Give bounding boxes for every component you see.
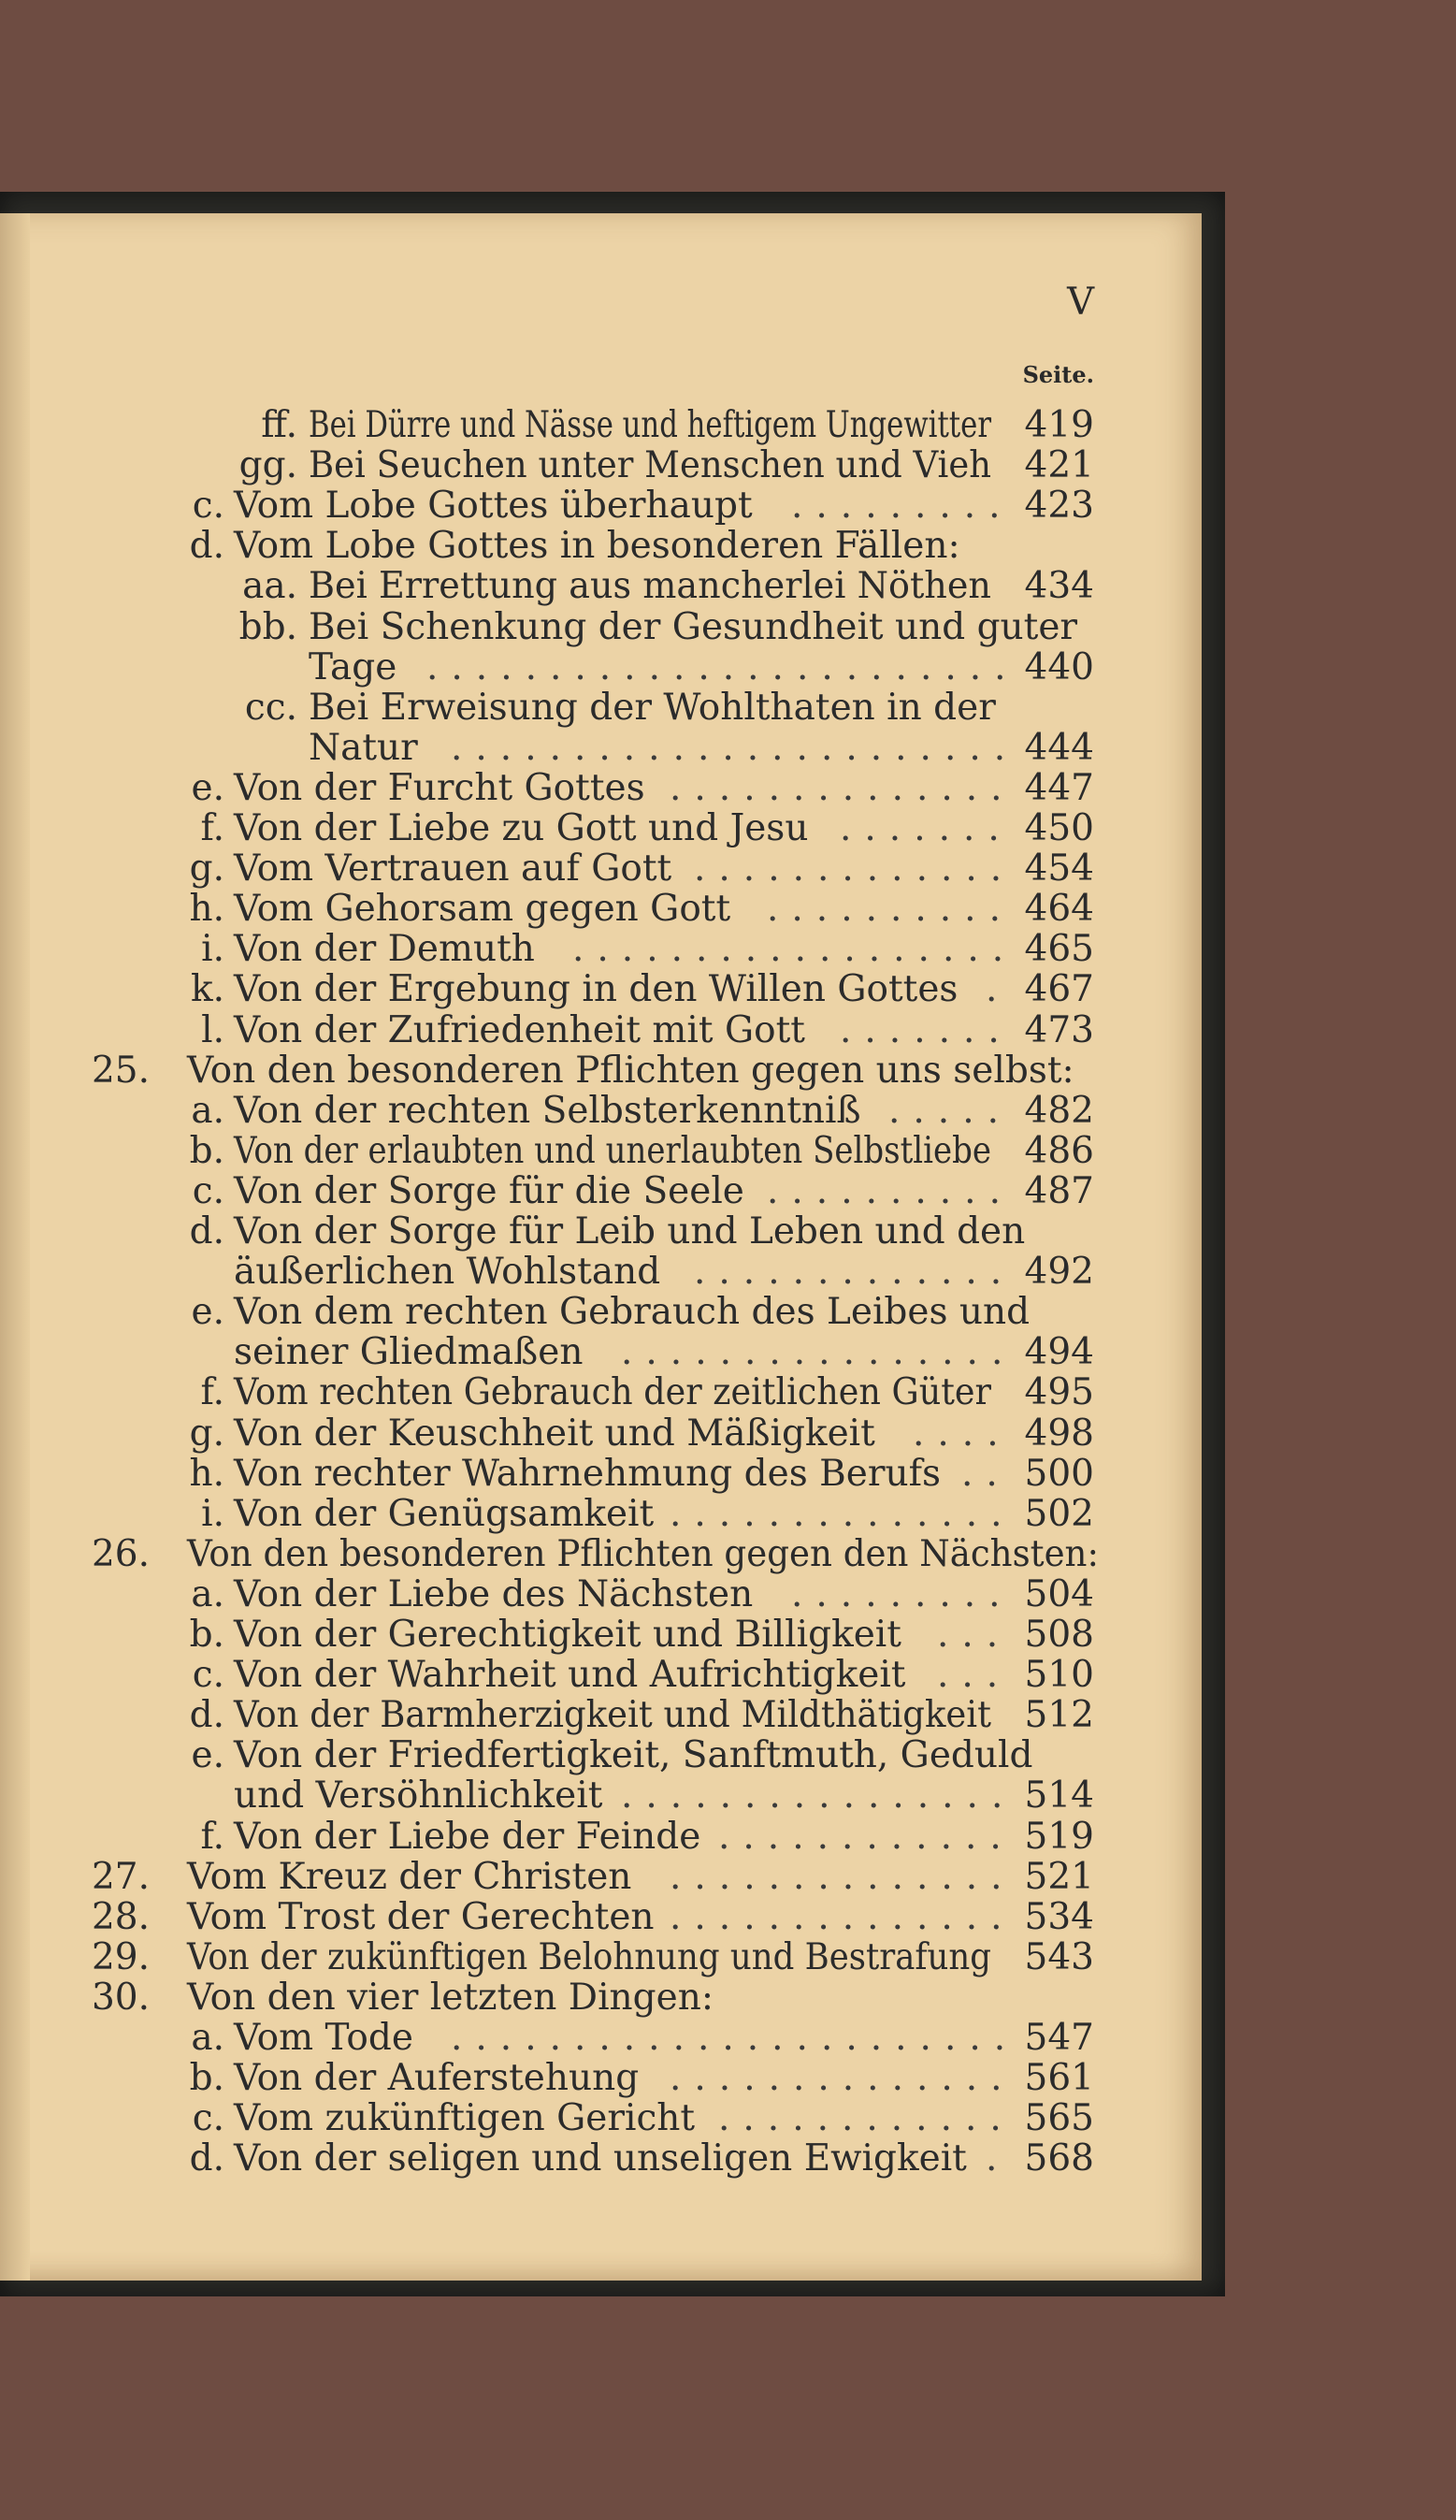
toc-entry-title: und Versöhnlichkeit <box>234 1774 603 1818</box>
toc-leader-dots: .. <box>961 1452 1011 1495</box>
toc-entry-page: 568 <box>1024 2137 1094 2180</box>
toc-leader-dots: .............. <box>670 766 1016 809</box>
page-column-label: Seite. <box>1022 361 1094 388</box>
toc-entry-number: a. <box>191 1089 224 1132</box>
toc-entry-page: 561 <box>1024 2057 1094 2100</box>
toc-entry-title: Von der Sorge für Leib und Leben und den <box>234 1210 1026 1253</box>
toc-leader-dots: ........................ <box>426 645 1019 688</box>
toc-entry-number: aa. <box>242 565 297 608</box>
toc-entry-title: Von der Gerechtigkeit und Billigkeit <box>234 1614 901 1656</box>
toc-entry-page: 450 <box>1024 807 1094 849</box>
toc-entry <box>0 1130 1122 1173</box>
toc-entry-number: b. <box>189 2057 224 2100</box>
toc-entry-page: 447 <box>1024 766 1094 809</box>
toc-entry <box>0 1371 1122 1414</box>
toc-leader-dots: .............. <box>670 1855 1016 1898</box>
toc-entry-number: d. <box>189 1694 224 1737</box>
toc-entry-page: 440 <box>1024 645 1094 688</box>
toc-entry-number: 25. <box>91 1049 150 1092</box>
toc-entry-number: f. <box>200 1815 224 1858</box>
toc-entry-title: Von rechter Wahrnehmung des Berufs <box>234 1452 942 1495</box>
toc-entry-page: 534 <box>1024 1895 1094 1938</box>
toc-leader-dots: . <box>986 968 1011 1011</box>
toc-entry-number: i. <box>201 928 224 971</box>
toc-entry <box>0 1493 1122 1536</box>
toc-entry-number: 28. <box>91 1895 150 1938</box>
toc-entry-title: äußerlichen Wohlstand <box>234 1251 661 1294</box>
toc-entry-title: Vom Lobe Gottes in besonderen Fällen: <box>234 525 960 568</box>
toc-entry-page: 423 <box>1024 485 1094 528</box>
toc-entry <box>0 2097 1122 2140</box>
toc-entry-page: 494 <box>1024 1331 1094 1374</box>
toc-entry-number: k. <box>190 968 224 1011</box>
toc-entry-title: Vom Lobe Gottes überhaupt <box>234 485 753 528</box>
toc-entry <box>0 2017 1122 2060</box>
toc-entry-page: 482 <box>1024 1089 1094 1132</box>
toc-entry-title: Natur <box>309 726 418 769</box>
toc-entry <box>0 485 1122 528</box>
toc-entry <box>0 1009 1122 1052</box>
toc-entry-title: Bei Dürre und Nässe und heftigem Ungewitter <box>309 404 991 446</box>
toc-entry-number: gg. <box>238 444 297 487</box>
toc-entry-page: 464 <box>1024 888 1094 931</box>
toc-entry <box>0 968 1122 1011</box>
toc-entry-number: h. <box>189 888 224 931</box>
toc-entry-title: Von der Ergebung in den Willen Gottes <box>234 968 959 1011</box>
toc-entry-number: h. <box>189 1452 224 1495</box>
toc-entry-page: 543 <box>1024 1935 1094 1978</box>
toc-entry-title: Von dem rechten Gebrauch des Leibes und <box>234 1291 1031 1334</box>
toc-entry-title: Vom rechten Gebrauch der zeitlichen Güter <box>234 1371 991 1414</box>
toc-entry-page: 504 <box>1024 1572 1094 1615</box>
toc-leader-dots: ............. <box>694 1251 1016 1294</box>
toc-leader-dots: ... <box>937 1654 1012 1697</box>
toc-entry-title: Von der Keuschheit und Mäßigkeit <box>234 1412 875 1455</box>
toc-entry-number: bb. <box>238 605 297 648</box>
toc-entry-number: a. <box>191 1572 224 1615</box>
toc-entry-page: 492 <box>1024 1251 1094 1294</box>
toc-entry <box>0 1210 1122 1253</box>
toc-entry-title: Vom zukünftigen Gericht <box>234 2097 696 2140</box>
toc-leader-dots: ....... <box>840 807 1013 849</box>
toc-entry <box>0 1090 1122 1133</box>
toc-entry <box>0 1694 1122 1737</box>
toc-entry-title: Von der Friedfertigkeit, Sanftmuth, Geduld <box>234 1734 1033 1777</box>
toc-entry <box>0 404 1122 447</box>
toc-entry-number: e. <box>191 766 224 809</box>
toc-entry <box>0 1251 1122 1294</box>
toc-leader-dots: .............. <box>670 1895 1016 1938</box>
toc-entry-number: c. <box>192 485 224 528</box>
toc-entry-number: c. <box>192 1654 224 1697</box>
toc-entry-page: 487 <box>1024 1169 1094 1212</box>
toc-entry-page: 434 <box>1024 565 1094 608</box>
page-number: V <box>1067 281 1094 324</box>
toc-leader-dots: ......... <box>791 485 1014 528</box>
toc-leader-dots: . <box>986 2137 1011 2180</box>
toc-entry-number: g. <box>189 1412 224 1455</box>
toc-entry <box>0 525 1122 568</box>
toc-entry-number: 29. <box>91 1935 150 1978</box>
toc-entry-title: Vom Tode <box>234 2017 413 2059</box>
toc-entry-page: 510 <box>1024 1654 1094 1697</box>
toc-entry <box>0 1936 1122 1979</box>
toc-entry-title: Vom Vertrauen auf Gott <box>234 847 672 891</box>
toc-entry-page: 565 <box>1024 2097 1094 2140</box>
toc-entry-title: Von der Barmherzigkeit und Mildthätigkeit <box>234 1694 991 1737</box>
toc-entry-page: 465 <box>1024 928 1094 971</box>
toc-entry-page: 498 <box>1024 1412 1094 1455</box>
toc-entry-title: Von der zukünftigen Belohnung und Bestrafung <box>187 1935 991 1978</box>
toc-entry-number: c. <box>192 1169 224 1212</box>
toc-entry-title: Bei Errettung aus mancherlei Nöthen <box>309 565 991 608</box>
toc-entry-title: Von den besonderen Pflichten gegen den Nächsten: <box>187 1532 1099 1575</box>
toc-entry-title: Von der Zufriedenheit mit Gott <box>234 1008 805 1051</box>
toc-entry-number: 30. <box>91 1976 150 2019</box>
toc-entry-page: 486 <box>1024 1129 1094 1172</box>
toc-entry <box>0 767 1122 810</box>
toc-entry-number: f. <box>200 1371 224 1414</box>
toc-leader-dots: ................ <box>621 1331 1016 1374</box>
toc-entry-number: b. <box>189 1129 224 1172</box>
toc-entry-page: 473 <box>1024 1008 1094 1051</box>
toc-entry-page: 547 <box>1024 2017 1094 2059</box>
toc-entry <box>0 1291 1122 1334</box>
toc-entry-title: Von der Liebe der Feinde <box>234 1815 701 1858</box>
toc-entry-number: d. <box>189 2137 224 2180</box>
toc-entry-title: Vom Kreuz der Christen <box>187 1855 632 1898</box>
toc-entry-title: Von der Liebe zu Gott und Jesu <box>234 807 809 849</box>
toc-entry-title: Von der Auferstehung <box>234 2057 640 2100</box>
toc-entry-page: 421 <box>1024 444 1094 487</box>
toc-entry-title: Vom Gehorsam gegen Gott <box>234 888 731 931</box>
toc-leader-dots: ..... <box>888 1089 1012 1132</box>
toc-entry-page: 495 <box>1024 1371 1094 1414</box>
toc-entry <box>0 1816 1122 1859</box>
toc-entry <box>0 847 1122 891</box>
toc-entry-page: 521 <box>1024 1855 1094 1898</box>
toc-entry-page: 512 <box>1024 1694 1094 1737</box>
toc-entry-page: 419 <box>1024 404 1094 446</box>
toc-entry-number: a. <box>191 2017 224 2059</box>
toc-entry-title: Von der Genügsamkeit <box>234 1492 655 1535</box>
toc-entry-title: Bei Schenkung der Gesundheit und guter <box>309 605 1078 648</box>
toc-entry-number: g. <box>189 847 224 891</box>
toc-entry <box>0 646 1122 689</box>
toc-leader-dots: .................. <box>572 928 1017 971</box>
toc-entry-number: b. <box>189 1614 224 1656</box>
toc-entry-page: 444 <box>1024 726 1094 769</box>
toc-entry <box>0 687 1122 730</box>
toc-entry <box>0 1050 1122 1093</box>
toc-entry-number: d. <box>189 1210 224 1253</box>
toc-entry-page: 467 <box>1024 968 1094 1011</box>
toc-leader-dots: .............. <box>670 1492 1016 1535</box>
toc-entry <box>0 2137 1122 2180</box>
toc-entry-page: 454 <box>1024 847 1094 891</box>
toc-entry-title: Von der erlaubten und unerlaubten Selbstliebe <box>234 1129 991 1172</box>
toc-entry-number: e. <box>191 1734 224 1777</box>
toc-leader-dots: ............. <box>694 847 1016 891</box>
toc-leader-dots: .......... <box>767 1169 1014 1212</box>
toc-entry-title: Von der Liebe des Nächsten <box>234 1572 754 1615</box>
toc-leader-dots: ....................... <box>451 2017 1019 2059</box>
toc-leader-dots: .... <box>913 1412 1012 1455</box>
toc-entry <box>0 1533 1122 1576</box>
toc-entry-page: 508 <box>1024 1614 1094 1656</box>
toc-entry <box>0 1654 1122 1697</box>
toc-entry-title: Von den vier letzten Dingen: <box>187 1976 714 2019</box>
toc-entry <box>0 1453 1122 1496</box>
toc-entry-number: 27. <box>91 1855 150 1898</box>
toc-entry-title: Tage <box>309 645 397 688</box>
toc-entry <box>0 807 1122 850</box>
toc-leader-dots: ....................... <box>451 726 1019 769</box>
toc-entry-page: 519 <box>1024 1815 1094 1858</box>
toc-leader-dots: ................ <box>621 1774 1016 1818</box>
toc-entry <box>0 2057 1122 2100</box>
toc-entry <box>0 1856 1122 1899</box>
toc-entry <box>0 444 1122 487</box>
toc-entry-title: Von der Furcht Gottes <box>234 766 645 809</box>
toc-entry-number: i. <box>201 1492 224 1535</box>
toc-entry-number: f. <box>200 807 224 849</box>
toc-entry-title: Bei Seuchen unter Menschen und Vieh <box>309 444 991 487</box>
toc-leader-dots: ............ <box>718 2097 1015 2140</box>
toc-leader-dots: ... <box>937 1614 1012 1656</box>
toc-entry-page: 514 <box>1024 1774 1094 1818</box>
toc-entry <box>0 727 1122 770</box>
toc-entry-number: e. <box>191 1291 224 1334</box>
toc-leader-dots: .......... <box>767 888 1014 931</box>
toc-entry <box>0 928 1122 971</box>
toc-entry-title: Von der Demuth <box>234 928 535 971</box>
toc-entry <box>0 1977 1122 2020</box>
toc-entry-number: ff. <box>261 404 297 446</box>
toc-entry-title: Bei Erweisung der Wohlthaten in der <box>309 686 996 729</box>
toc-entry-number: d. <box>189 525 224 568</box>
toc-entry <box>0 1573 1122 1616</box>
toc-leader-dots: ....... <box>840 1008 1013 1051</box>
toc-entry <box>0 888 1122 931</box>
toc-entry-page: 502 <box>1024 1492 1094 1535</box>
toc-entry <box>0 1614 1122 1657</box>
toc-entry <box>0 1170 1122 1213</box>
toc-entry-number: l. <box>201 1008 224 1051</box>
toc-entry-title: Von der Sorge für die Seele <box>234 1169 744 1212</box>
toc-entry-number: 26. <box>91 1532 150 1575</box>
toc-entry-number: cc. <box>244 686 297 729</box>
toc-entry <box>0 1734 1122 1777</box>
toc-entry <box>0 1331 1122 1374</box>
toc-entry-number: c. <box>192 2097 224 2140</box>
toc-entry-title: Von der seligen und unseligen Ewigkeit <box>234 2137 967 2180</box>
toc-leader-dots: ............ <box>718 1815 1015 1858</box>
toc-entry <box>0 1774 1122 1818</box>
toc-entry-title: Von den besonderen Pflichten gegen uns selbst: <box>187 1049 1074 1092</box>
toc-entry <box>0 606 1122 649</box>
toc-leader-dots: ......... <box>791 1572 1014 1615</box>
toc-entry-title: Von der Wahrheit und Aufrichtigkeit <box>234 1654 906 1697</box>
toc-entry-title: Vom Trost der Gerechten <box>187 1895 655 1938</box>
toc-entry <box>0 1412 1122 1456</box>
toc-entry-title: Von der rechten Selbsterkenntniß <box>234 1089 861 1132</box>
toc-entry <box>0 1896 1122 1939</box>
toc-leader-dots: .............. <box>670 2057 1016 2100</box>
toc-entry <box>0 565 1122 608</box>
toc-entry-page: 500 <box>1024 1452 1094 1495</box>
toc-entry-title: seiner Gliedmaßen <box>234 1331 584 1374</box>
